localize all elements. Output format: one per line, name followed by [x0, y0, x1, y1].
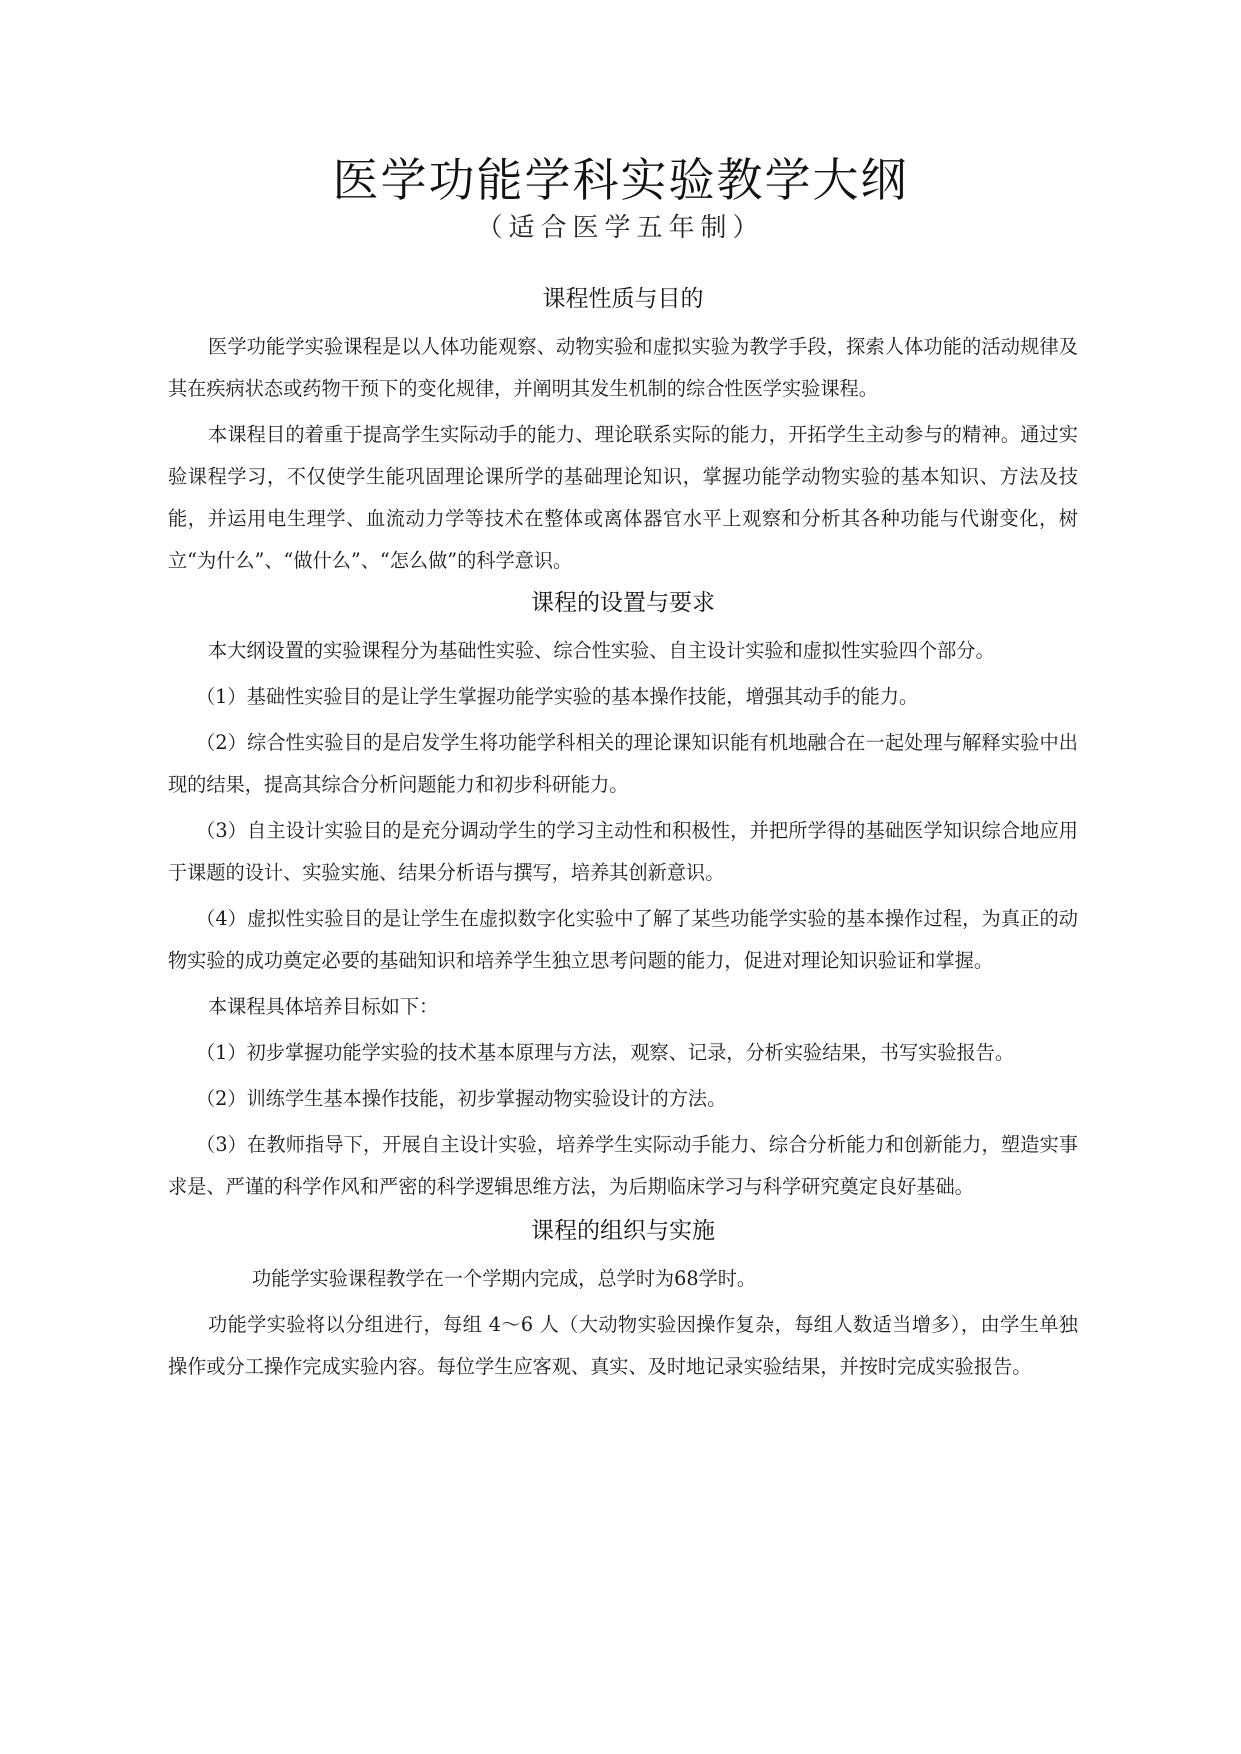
section-setup-requirements [168, 586, 1078, 1208]
paragraph: 本大纲设置的实验课程分为基础性实验、综合性实验、自主设计实验和虚拟性实验四个部分。 [208, 639, 995, 662]
paragraph: 功能学实验课程教学在一个学期内完成，总学时为68学时。 [252, 1267, 757, 1290]
paragraph: 医学功能学实验课程是以人体功能观察、动物实验和虚拟实验为教学手段，探索人体功能的活动规律及其在疾病状态或药物干预下的变化规律，并阐明其发生机制的综合性医学实验课程。 [168, 335, 1078, 400]
section-heading: 课程性质与目的 [542, 286, 704, 312]
document-subtitle: （适合医学五年制） [476, 213, 765, 243]
list-item: （1）初步掌握功能学实验的技术基本原理与方法，观察、记录，分析实验结果，书写实验报告。 [196, 1041, 1015, 1064]
section-organization-implementation [168, 1214, 1078, 1388]
section-heading: 课程的组织与实施 [531, 1218, 715, 1244]
section-heading: 课程的设置与要求 [531, 590, 715, 616]
section-nature-purpose [168, 282, 1078, 582]
list-item: （3）在教师指导下，开展自主设计实验，培养学生实际动手能力、综合分析能力和创新能力，塑造实事求是、严谨的科学作风和严密的科学逻辑思维方法，为后期临床学习与科学研究奠定良好基础。 [168, 1133, 1078, 1198]
document-title: 医学功能学科实验教学大纲 [332, 153, 909, 207]
document-body [168, 282, 1078, 1392]
list-item: （1）基础性实验目的是让学生掌握功能学实验的基本操作技能，增强其动手的能力。 [196, 685, 919, 708]
list-item: （2）训练学生基本操作技能，初步掌握动物实验设计的方法。 [196, 1087, 727, 1110]
list-item: （3）自主设计实验目的是充分调动学生的学习主动性和积极性，并把所学得的基础医学知识综合地应用于课题的设计、实验实施、结果分析语与撰写，培养其创新意识。 [168, 819, 1078, 884]
paragraph: 本课程目的着重于提高学生实际动手的能力、理论联系实际的能力，开拓学生主动参与的精神。通过实验课程学习，不仅使学生能巩固理论课所学的基础理论知识，掌握功能学动物实验的基本知识、方法及技能，并运用电生理学、血流动力学等技术在整体或离体器官水平上观察和分析其各种功能与代谢变化，树立“为什么”、“做什么”、“怎么做”的科学意识。 [168, 423, 1078, 572]
list-item: （4）虚拟性实验目的是让学生在虚拟数字化实验中了解了某些功能学实验的基本操作过程，为真正的动物实验的成功奠定必要的基础知识和培养学生独立思考问题的能力，促进对理论知识验证和掌握。 [168, 907, 1078, 972]
list-item: （2）综合性实验目的是启发学生将功能学科相关的理论课知识能有机地融合在一起处理与解释实验中出现的结果，提高其综合分析问题能力和初步科研能力。 [168, 731, 1078, 796]
paragraph: 本课程具体培养目标如下： [208, 995, 439, 1018]
paragraph: 功能学实验将以分组进行，每组 4～6 人（大动物实验因操作复杂，每组人数适当增多），由学生单独操作或分工操作完成实验内容。每位学生应客观、真实、及时地记录实验结果，并按时完成实验报告。 [168, 1313, 1078, 1378]
